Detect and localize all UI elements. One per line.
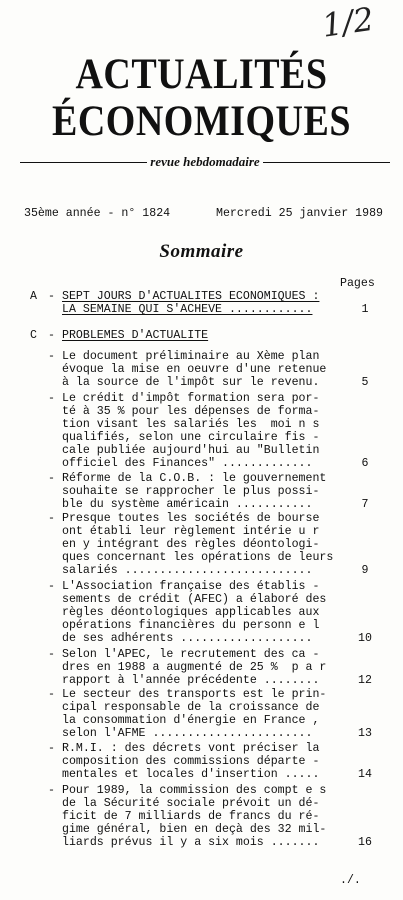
section-letter-a: A	[30, 290, 37, 303]
item-dash: -	[48, 688, 55, 701]
item-4-page: 9	[361, 564, 369, 577]
item-4-line-2: ont établi leur règlement intérie u r	[62, 525, 320, 538]
item-dash: -	[48, 350, 55, 363]
item-8-line-3: mentales et locales d'insertion .....	[62, 768, 320, 781]
item-dash: -	[48, 580, 55, 593]
item-2-line-5: cale publiée aujourd'hui au "Bulletin	[62, 444, 320, 457]
masthead-subtitle: revue hebdomadaire	[150, 154, 260, 169]
item-2-line-1: Le crédit d'impôt formation sera por-	[62, 392, 320, 405]
item-7-page: 13	[358, 727, 372, 740]
section-a-line-1: SEPT JOURS D'ACTUALITES ECONOMIQUES :	[62, 290, 320, 303]
continuation-mark: ./.	[340, 874, 361, 887]
item-7-line-3: la consommation d'énergie en France ,	[62, 714, 320, 727]
item-8-page: 14	[358, 768, 372, 781]
item-3-line-1: Réforme de la C.O.B. : le gouvernement	[62, 472, 327, 485]
item-5-line-2: sements de crédit (AFEC) a élaboré des	[62, 593, 327, 606]
item-3-line-2: souhaite se rapprocher le plus possi-	[62, 485, 320, 498]
subtitle-left-rule	[20, 162, 147, 163]
item-6-page: 12	[358, 674, 372, 687]
item-dash: -	[48, 648, 55, 661]
item-1-line-1: Le document préliminaire au Xème plan	[62, 350, 320, 363]
item-5-line-3: règles déontologiques applicables aux	[62, 606, 320, 619]
section-dash: -	[48, 290, 55, 303]
masthead-title-line-2: ÉCONOMIQUES	[52, 96, 351, 146]
item-3-page: 7	[361, 498, 369, 511]
masthead-subtitle-row	[20, 152, 390, 172]
item-4-line-1: Presque toutes les sociétés de bourse	[62, 512, 320, 525]
item-9-line-1: Pour 1989, la commission des compt e s	[62, 784, 327, 797]
item-2-line-4: qualifiés, selon une circulaire fis -	[62, 431, 320, 444]
handwritten-page-note: 1/2	[319, 0, 376, 45]
item-7-line-4: selon l'AFME .......................	[62, 727, 313, 740]
item-8-line-2: composition des commissions départe -	[62, 755, 320, 768]
item-6-line-1: Selon l'APEC, le recrutement des ca -	[62, 648, 320, 661]
item-2-page: 6	[361, 457, 369, 470]
item-1-page: 5	[361, 376, 369, 389]
item-5-line-1: L'Association française des établis -	[62, 580, 320, 593]
item-dash: -	[48, 392, 55, 405]
item-8-line-1: R.M.I. : des décrets vont préciser la	[62, 742, 320, 755]
issue-date: Mercredi 25 janvier 1989	[216, 207, 383, 220]
item-dash: -	[48, 742, 55, 755]
item-3-line-3: ble du système américain ...........	[62, 498, 313, 511]
pages-column-header: Pages	[340, 277, 375, 290]
item-2-line-2: té à 35 % pour les dépenses de forma-	[62, 405, 320, 418]
section-a-line-2: LA SEMAINE QUI S'ACHEVE ............	[62, 303, 313, 316]
item-4-line-5: salariés ...........................	[62, 564, 313, 577]
subtitle-right-rule	[263, 162, 390, 163]
masthead-title-line-1: ACTUALITÉS	[75, 49, 328, 99]
item-1-line-3: à la source de l'impôt sur le revenu.	[62, 376, 320, 389]
item-5-page: 10	[358, 632, 372, 645]
item-9-line-4: gime général, bien en deçà des 32 mil-	[62, 823, 327, 836]
item-9-page: 16	[358, 836, 372, 849]
section-a-page: 1	[361, 303, 369, 316]
item-5-line-4: opérations financières du personn e l	[62, 619, 320, 632]
section-c-line-1: PROBLEMES D'ACTUALITE	[62, 329, 209, 342]
item-6-line-2: dres en 1988 a augmenté de 25 % p a r	[62, 661, 327, 674]
item-2-line-3: tion visant les salariés les moi n s	[62, 418, 320, 431]
item-5-line-5: de ses adhérents ...................	[62, 632, 313, 645]
item-dash: -	[48, 784, 55, 797]
sommaire-heading: Sommaire	[159, 241, 244, 262]
item-7-line-2: cipal responsable de la croissance de	[62, 701, 320, 714]
item-4-line-4: ques concernant les opérations de leurs	[62, 551, 334, 564]
issue-number: 35ème année - n° 1824	[24, 207, 171, 220]
item-6-line-3: rapport à l'année précédente ........	[62, 674, 320, 687]
item-9-line-3: ficit de 7 milliards de francs du ré-	[62, 810, 320, 823]
item-4-line-3: en y intégrant des règles déontologi-	[62, 538, 320, 551]
item-9-line-2: de la Sécurité sociale prévoit un dé-	[62, 797, 320, 810]
item-9-line-5: liards prévus il y a six mois .......	[62, 836, 320, 849]
item-7-line-1: Le secteur des transports est le prin-	[62, 688, 327, 701]
item-2-line-6: officiel des Finances" .............	[62, 457, 313, 470]
section-dash: -	[48, 329, 55, 342]
item-dash: -	[48, 512, 55, 525]
item-1-line-2: évoque la mise en oeuvre d'une retenue	[62, 363, 327, 376]
item-dash: -	[48, 472, 55, 485]
section-letter-c: C	[30, 329, 37, 342]
